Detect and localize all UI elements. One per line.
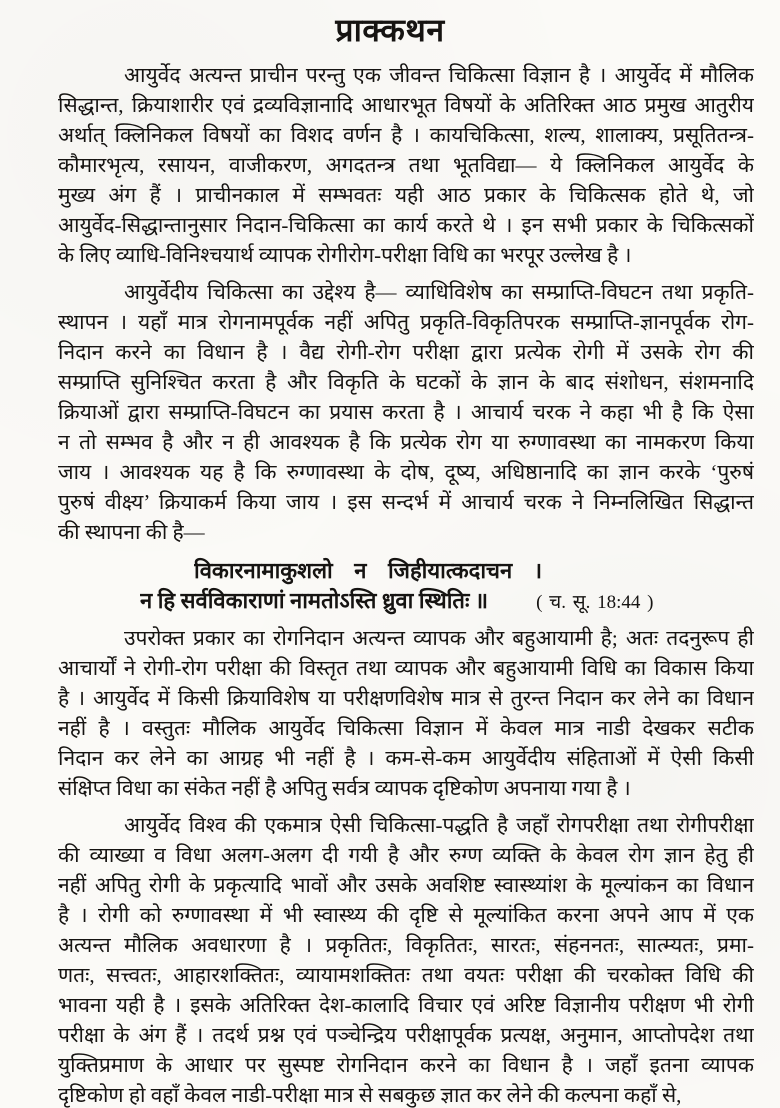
text-line: स्थापन । यहाँ मात्र रोगनामपूर्वक नहीं अपितु प्रकृति-विकृतिपरक सम्प्राप्ति-ज्ञानपूर्वक रोग- bbox=[58, 310, 754, 334]
text-line: मुख्य अंग हैं । प्राचीनकाल में सम्भवतः यही आठ प्रकार के चिकित्सक होते थे, जो bbox=[58, 183, 754, 207]
text-line: णतः, सत्त्वतः, आहारशक्तितः, व्यायामशक्तितः तथा वयतः परीक्षा की चरकोक्त विधि की bbox=[58, 963, 754, 987]
text-line: पुरुषं वीक्ष्य’ क्रियाकर्म किया जाय । इस सन्दर्भ में आचार्य चरक ने निम्नलिखित सिद्धान्त bbox=[58, 490, 754, 514]
text-line: सिद्धान्त, क्रियाशारीर एवं द्रव्यविज्ञानादि आधारभूत विषयों के अतिरिक्त आठ प्रमुख आतुरीय bbox=[58, 93, 754, 117]
text-line: आयुर्वेद अत्यन्त प्राचीन परन्तु एक जीवन्त चिकित्सा विज्ञान है । आयुर्वेद में मौलिक bbox=[124, 63, 754, 87]
text-line: परीक्षा के अंग हैं । तदर्थ प्रश्न एवं पञ्चेन्द्रिय परीक्षापूर्वक प्रत्यक्ष, अनुमान, आप्तोपदेश तथा bbox=[58, 1023, 754, 1047]
text-line: है । आयुर्वेद में किसी क्रियाविशेष या परीक्षणविशेष मात्र से तुरन्त निदान कर लेने का विधान bbox=[58, 686, 754, 710]
text-line: न तो सम्भव है और न ही आवश्यक है कि प्रत्येक रोग या रुग्णावस्था का नामकरण किया bbox=[58, 430, 754, 454]
verse-citation: ( च. सू. 18:44 ) bbox=[536, 592, 654, 613]
page-title: प्राक्कथन bbox=[335, 12, 445, 48]
text-line: निदान करने का विधान है । वैद्य रोगी-रोग परीक्षा द्वारा प्रत्येक रोगी में उसके रोग की bbox=[58, 340, 754, 364]
text-line: उपरोक्त प्रकार का रोगनिदान अत्यन्त व्यापक और बहुआयामी है; अतः तदनुरूप ही bbox=[124, 626, 754, 650]
paragraph bbox=[58, 277, 754, 547]
text-line: कौमारभृत्य, रसायन, वाजीकरण, अगदतन्त्र तथा भूतविद्या— ये क्लिनिकल आयुर्वेद के bbox=[58, 153, 754, 177]
text-line: निदान कर लेने का आग्रह भी नहीं है । कम-से-कम आयुर्वेदीय संहिताओं में ऐसी किसी bbox=[58, 746, 754, 770]
text-line: आयुर्वेद विश्व की एकमात्र ऐसी चिकित्सा-पद्धति है जहाँ रोगपरीक्षा तथा रोगीपरीक्षा bbox=[124, 813, 754, 837]
text-line: अत्यन्त मौलिक अवधारणा है । प्रकृतितः, विकृतितः, सारतः, संहननतः, सात्म्यतः, प्रमा- bbox=[58, 933, 754, 957]
text-line: जाय । आवश्यक यह है कि रुग्णावस्था के दोष, दूष्य, अधिष्ठानादि का ज्ञान करके ‘पुरुषं bbox=[58, 460, 754, 484]
verse bbox=[58, 556, 754, 616]
text-line: आचार्यों ने रोगी-रोग परीक्षा की विस्तृत तथा व्यापक और बहुआयामी विधि का विकास किया bbox=[58, 656, 754, 680]
text-line: भावना यही है । इसके अतिरिक्त देश-कालादि विचार एवं अरिष्ट विज्ञानीय परीक्षण भी रोगी bbox=[58, 993, 754, 1017]
text-line: है । रोगी को रुग्णावस्था में भी स्वास्थ्य की दृष्टि से मूल्यांकित करना अपने आप में एक bbox=[58, 903, 754, 927]
text-line: नहीं है । वस्तुतः मौलिक आयुर्वेद चिकित्सा विज्ञान में केवल मात्र नाडी देखकर सटीक bbox=[58, 716, 754, 740]
verse-line: विकारनामाकुशलो न जिहीयात्कदाचन । bbox=[194, 558, 543, 583]
text-line: नहीं अपितु रोगी के प्रकृत्यादि भावों और उसके अवशिष्ट स्वास्थ्यांश के मूल्यांकन का विधान bbox=[58, 873, 754, 897]
text-line: की स्थापना की है— bbox=[58, 520, 205, 544]
verse-line: न हि सर्वविकाराणां नामतोऽस्ति ध्रुवा स्थितिः ॥ ( च. सू. 18:44 ) bbox=[140, 586, 754, 616]
text-line: युक्तिप्रमाण के आधार पर सुस्पष्ट रोगनिदान करने का विधान है । जहाँ इतना व्यापक bbox=[58, 1053, 754, 1077]
text-line: क्रियाओं द्वारा सम्प्राप्ति-विघटन का प्रयास करता है । आचार्य चरक ने कहा भी है कि ऐसा bbox=[58, 400, 754, 424]
text-line: आयुर्वेद-सिद्धान्तानुसार निदान-चिकित्सा का कार्य करते थे । इन सभी प्रकार के चिकित्सकों bbox=[58, 213, 754, 237]
page-body bbox=[0, 52, 780, 1108]
paragraph bbox=[58, 60, 754, 270]
paragraph bbox=[58, 810, 754, 1108]
text-line: अर्थात् क्लिनिकल विषयों का विशद वर्णन है । कायचिकित्सा, शल्य, शालाक्य, प्रसूतितन्त्र- bbox=[58, 123, 754, 147]
paragraph bbox=[58, 623, 754, 803]
text-line: दृष्टिकोण हो वहाँ केवल नाडी-परीक्षा मात्र से सबकुछ ज्ञात कर लेने की कल्पना कहाँ से, bbox=[58, 1083, 682, 1107]
text-line: के लिए व्याधि-विनिश्चयार्थ व्यापक रोगीरोग-परीक्षा विधि का भरपूर उल्लेख है । bbox=[58, 243, 632, 267]
text-line: संक्षिप्त विधा का संकेत नहीं है अपितु सर्वत्र व्यापक दृष्टिकोण अपनाया गया है । bbox=[58, 776, 631, 800]
text-line: की व्याख्या व विधा अलग-अलग दी गयी है और रुग्ण व्यक्ति के केवल रोग ज्ञान हेतु ही bbox=[58, 843, 754, 867]
text-line: सम्प्राप्ति सुनिश्चित करता है और विकृति के घटकों के ज्ञान के बाद संशोधन, संशमनादि bbox=[58, 370, 754, 394]
text-line: आयुर्वेदीय चिकित्सा का उद्देश्य है— व्याधिविशेष का सम्प्राप्ति-विघटन तथा प्रकृति- bbox=[124, 280, 754, 304]
